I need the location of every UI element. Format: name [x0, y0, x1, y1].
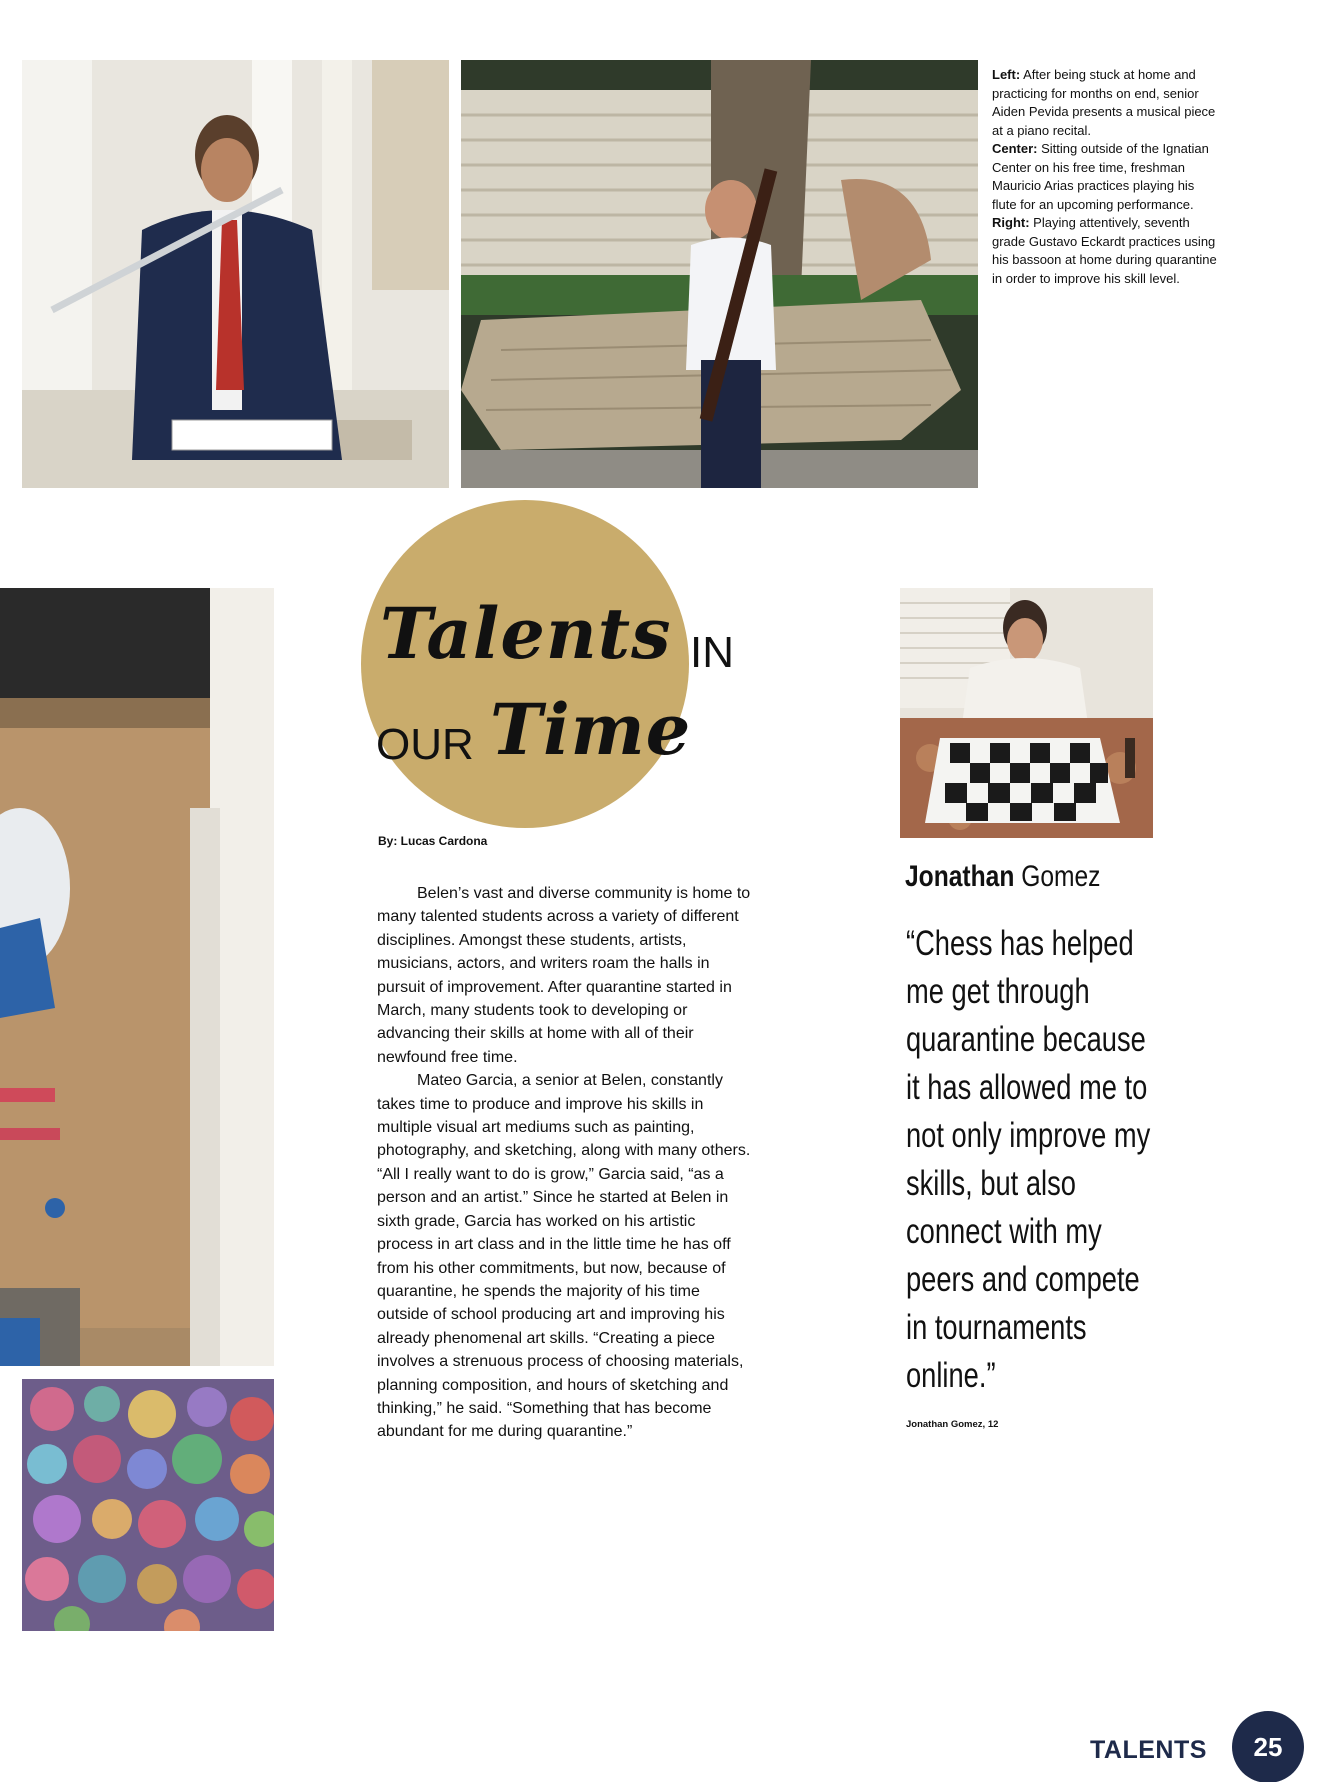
caption-left-label: Left: — [992, 67, 1021, 82]
caption-center-text: Sitting outside of the Ignatian Center on his free time, freshman Mauricio Arias practices playing his flute for an upcoming performance. — [992, 141, 1209, 212]
photo-art-supplies — [0, 588, 274, 1366]
caption-left-text: After being stuck at home and practicing for months on end, senior Aiden Pevida presents a musical piece at a piano recital. — [992, 67, 1216, 138]
section-label: TALENTS — [1090, 1736, 1207, 1764]
byline: By: Lucas Cardona — [378, 834, 488, 848]
quote-name — [905, 860, 1100, 894]
title-our: OUR — [376, 720, 474, 769]
article-paragraph: Mateo Garcia, a senior at Belen, constantly takes time to produce and improve his skills in multiple visual art mediums such as painting, photography, and sketching, along with many others. “All I really want to do is grow,” Garcia said, “as a person and an artist.” Since he started at Belen in sixth grade, Garcia has worked on his artistic process in art class and in the little time he has off from his other commitments, but now, because of quarantine, he spends the majority of his time outside of school producing art and improving his already phenomenal art skills. “Creating a piece involves a strenuous process of choosing materials, planning composition, and hours of sketching and thinking,” he said. “Something that has become abundant for me during quarantine.” — [377, 1072, 751, 1441]
photo-chess-player — [900, 588, 1153, 838]
page-number: 25 — [1253, 1731, 1283, 1762]
quote-last-name: Gomez — [1014, 860, 1101, 893]
title-talents: Talents — [380, 592, 672, 675]
caption-center-label: Center: — [992, 141, 1038, 156]
caption-right-label: Right: — [992, 215, 1030, 230]
page-number-badge — [1232, 1711, 1304, 1782]
caption-right-text: Playing attentively, seventh grade Gustavo Eckardt practices using his bassoon at home during quarantine in order to improve his skill level. — [992, 215, 1217, 286]
quote-first-name: Jonathan — [905, 860, 1015, 893]
photo-flute-student — [22, 60, 449, 488]
photo-doodle-artwork — [22, 1379, 274, 1631]
article-paragraph: Belen’s vast and diverse community is home to many talented students across a variety of different disciplines. Amongst these students, artists, musicians, actors, and writers roam the halls in pursuit of improvement. After quarantine started in March, many students took to developing or advancing their skills at home with all of their newfound free time. — [377, 885, 751, 1066]
quote-attribution: Jonathan Gomez, 12 — [906, 1419, 999, 1430]
title-in: IN — [690, 628, 734, 677]
photo-bassoon-student — [461, 60, 978, 488]
pull-quote: “Chess has helped me get through quarantine because it has allowed me to not only improve my skills, but also connect with my peers and compete in tournaments online.” — [906, 924, 1151, 1395]
photo-caption — [992, 66, 1218, 288]
title-time: Time — [490, 688, 692, 771]
article-body — [377, 882, 752, 1444]
